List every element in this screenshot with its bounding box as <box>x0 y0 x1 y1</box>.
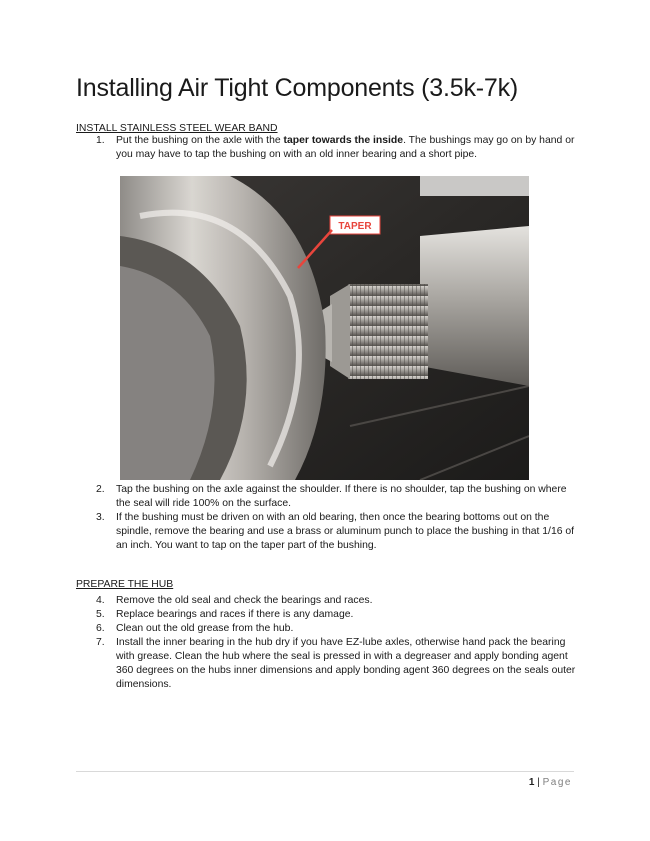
list-item-text: Tap the bushing on the axle against the shoulder. If there is no shoulder, tap the bushing on where the seal will ride 100% on the surface. <box>116 484 567 509</box>
bushing-photo-illustration <box>120 176 529 480</box>
page-title: Installing Air Tight Components (3.5k-7k) <box>76 74 519 102</box>
list-item <box>96 594 576 608</box>
footer-separator: | <box>537 777 540 788</box>
list-item-text: Clean out the old grease from the hub. <box>116 623 294 634</box>
footer-divider <box>76 771 574 772</box>
list-item-text: Remove the old seal and check the bearings and races. <box>116 595 373 606</box>
bushing-photo <box>120 176 529 480</box>
list-item-text: Install the inner bearing in the hub dry if you have EZ-lube axles, otherwise hand pack the bearing with grease. Clean the hub where the seal is pressed in with a degreaser and apply bonding agent 360 degrees on the hubs inner dimensions and apply bonding agent 360 degrees on the seals outer dimensions. <box>116 637 576 690</box>
list-item-text: Replace bearings and races if there is any damage. <box>116 609 354 620</box>
list-item-number: 7. <box>96 637 105 648</box>
page-label: Page <box>542 777 572 788</box>
page-number: 1 <box>528 777 535 788</box>
list-item-number: 2. <box>96 484 105 495</box>
list-item-text: If the bushing must be driven on with an old bearing, then once the bearing bottoms out on the spindle, remove the bearing and use a brass or aluminum punch to place the bushing in that 1/16 of an inch. You want to tap on the taper part of the bushing. <box>116 512 575 551</box>
list-item <box>96 622 576 636</box>
page-footer <box>529 777 572 788</box>
list-item <box>96 511 576 553</box>
list-item-number: 5. <box>96 609 105 620</box>
list-item <box>96 636 576 692</box>
list-item-number: 6. <box>96 623 105 634</box>
taper-label: TAPER <box>338 221 372 232</box>
list-item <box>96 483 576 511</box>
section-heading-prepare-hub: PREPARE THE HUB <box>76 579 174 590</box>
list-item-number: 1. <box>96 135 105 146</box>
list-item-number: 4. <box>96 595 105 606</box>
list-item <box>96 608 576 622</box>
list-item-number: 3. <box>96 512 105 523</box>
section-heading-wear-band: INSTALL STAINLESS STEEL WEAR BAND <box>76 123 278 134</box>
list-item-text: Put the bushing on the axle with the taper towards the inside. The bushings may go on by hand or you may have to tap the bushing on with an old inner bearing and a short pipe. <box>116 135 575 160</box>
list-item <box>96 134 576 162</box>
